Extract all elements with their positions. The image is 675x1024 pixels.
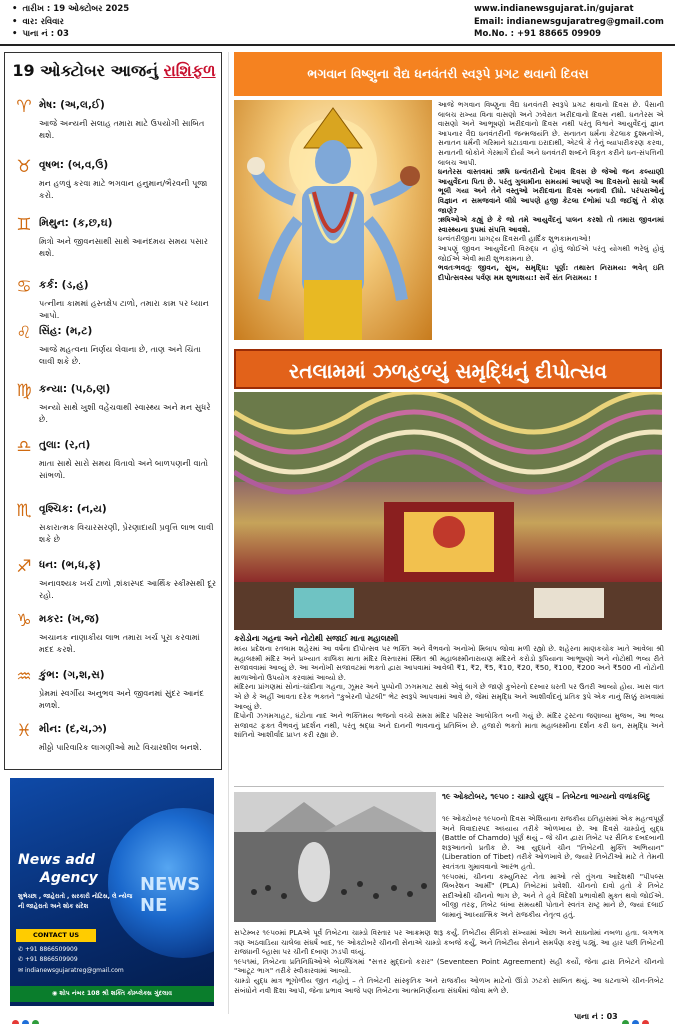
article3-headline: ૧૯ ઓક્ટોબર, ૧૯૫૦ : ચામ્ડો યુદ્ધ – તિબેટના ભાગ્યનો વળાંકબિંદુ [442, 792, 651, 801]
header-mobile: Mo.No. : +91 88665 09909 [474, 29, 602, 39]
ad-title-line2: Agency [40, 870, 98, 886]
aries-icon: ♈ [16, 97, 32, 117]
rashi-desc: આજે અન્યની સલાહ તમારા માટે ઉપયોગી સાબિત થશે. [39, 118, 205, 140]
rashi-name: ધન: (ભ,ધ,ફ) [39, 559, 101, 571]
ad-phone-1 [18, 946, 78, 953]
contact-us-button[interactable]: CONTACT US [16, 929, 96, 942]
rashi-name: મેષ: (અ,લ,ઈ) [39, 99, 105, 111]
rashi-name: કન્યા: (પ,ઠ,ણ) [39, 383, 111, 395]
dhanvantari-illustration [234, 100, 432, 340]
ad-phone-1-text: +91 8866509909 [24, 946, 78, 953]
rashi-desc: પ્રેમમાં સ્વર્ગીય અનુભવ અને જીવનમાં સુંદર આનંદ મળશે. [39, 688, 205, 710]
article3-paragraph-2: ૧૯૫૦માં, ચીનના કમ્યુનિસ્ટ નેતા માઓ ત્સે તુંગના આદેશથી "પીપલ્સ લિબરેશન આર્મી" (PLA) તિબેટમાં પ્રવેશી. ચીનનો દાવો હતો કે તિબેટ સદીઓથી ચીનનો ભાગ છે, અને તે હવે વિદેશી પ્રભાવોથી મુક્ત થવો જોઈએ. બીજી તરફ, તિબેટ લાંબા સમયથી પોતાને સ્વતંત્ર રાષ્ટ્ર માને છે, જ્યાં દલાઈ લામાનું આધ્યાત્મિક અને રાજકીય નેતૃત્વ હતું. [442, 871, 664, 919]
ad-phone-2 [18, 956, 78, 963]
capricorn-icon: ♑ [16, 611, 32, 631]
taurus-icon: ♉ [16, 157, 32, 177]
phone-icon: ✆ [18, 956, 25, 963]
article1-body [438, 100, 664, 282]
temple-decoration-illustration [234, 392, 662, 630]
ad-body: શુભેચ્છા , જાહેરાતો , સરકારી નોટિસ, લે ન્યેજ ની જાહેરાતો અને શોક સંદેશ [18, 893, 133, 910]
rashi-desc: મન હળવું કરવા માટે ભગવાન હનુમાન/ભૈરવની પૂજા કરો. [39, 178, 208, 200]
rashi-name: વૃશ્ચિક: (ન,ય) [39, 503, 107, 515]
rashi-name: મીન: (દ,ચ,ઝ) [39, 723, 107, 735]
article2-headline: રતલામમાં ઝળહળ્યું સમૃદ્ધિનું દીપોત્સવ [234, 349, 662, 389]
right-footer-dots [622, 1012, 652, 1024]
rashi-desc: આજે મહત્વના નિર્ણય લેવાના છે, તાણ અને ચિંતા લાવી શકે છે. [39, 344, 201, 366]
mail-icon: ✉ [18, 967, 25, 974]
rashi-name: મકર: (ખ,જ) [39, 613, 100, 625]
article3-body-bottom [234, 928, 664, 995]
ad-email-text: indianewsgujaratreg@gmail.com [24, 967, 124, 974]
header-pages: • પાના નં : 03 [12, 28, 129, 41]
ad-address [10, 986, 214, 1002]
gemini-icon: ♊ [16, 215, 32, 235]
article1-paragraph-5: આપણું જીવન આયુર્વેદની વિરુદ્ધ ન હોવું જોઈએ પરંતુ યોગથી ભરેલું હોવું જોઈએ એવી મારી શુભકામના છે. [438, 243, 664, 263]
ad-phone-2-text: +91 8866509909 [24, 956, 78, 963]
rashi-desc: મિત્રો અને જીવનસાથી સાથે આનંદમય સમય પસાર થશે. [39, 236, 209, 258]
left-column [4, 52, 222, 1014]
ratlam-temple-image [234, 392, 662, 630]
red-dot-icon [12, 1020, 19, 1024]
article3-paragraph-3: સપ્ટેમ્બર ૧૯૫૦માં PLAએ પૂર્વ તિબેટના ચામ્ડો વિસ્તાર પર આક્રમણ શરૂ કર્યું. તિબેટીય સૈનિકો સંખ્યામાં ઓછા અને સાધનોમાં નબળા હતા. લગભગ ત્રણ અઠવાડિયા ચાલેલા સંઘર્ષ બાદ, ૧૯ ઓક્ટોબરે ચીનની સેનાએ ચામ્ડો કબજે કર્યું, અને તિબેટીય સેનાને સમર્પણ કરવું પડ્યું. આ હાર પછી તિબેટની રાજધાની લ્હાસા પર ચીની દબાણ ઝડપી વધ્યું. [234, 928, 664, 957]
article1-paragraph-6: ભવતઃભવતુઃ જીવન, સુખ, સમૃદ્ધિ: પૂર્ણ: તથાસ્ત નિરામય: ભવેત્ ઇતિ દીપોત્સવસ્ય પર્વણ મમ શુભાશય:! સર્વે સંત નિરામય: ! [438, 263, 664, 282]
article3-paragraph-4: ૧૯૫૧માં, તિબેટના પ્રતિનિધિઓએ બેઇજિંગમાં "સત્તર મુદ્દાનો કરાર" (Seventeen Point Agreement) સહી કર્યો, જેના દ્વારા તિબેટને ચીનનો "આટૂટ ભાગ" તરીકે સ્વીકારવામાં આવ્યો. [234, 956, 664, 976]
green-dot-icon [32, 1020, 39, 1024]
blue-dot-icon [22, 1020, 29, 1024]
red-dot-icon [642, 1020, 649, 1024]
header-date: • તારીખ : 19 ઓક્ટોબર 2025 [12, 3, 129, 16]
tibet-crowd-illustration [234, 792, 436, 922]
rashi-desc: પત્નીના કામમાં હસ્તક્ષેપ ટાળો, તમારા કામ પર ધ્યાન આપો. [39, 298, 209, 320]
virgo-icon: ♍ [16, 381, 32, 401]
news-agency-ad[interactable] [10, 778, 214, 1006]
page-number: પાના નં : 03 [574, 1012, 618, 1021]
rashi-name: કર્ક: (ડ,હ) [39, 279, 89, 291]
rashi-name: સિંહ: (મ,ટ) [39, 325, 93, 337]
libra-icon: ♎ [16, 437, 32, 457]
sagittarius-icon: ♐ [16, 557, 32, 577]
pisces-icon: ♓ [16, 721, 32, 741]
blue-dot-icon [632, 1020, 639, 1024]
column-divider [228, 52, 229, 1014]
header-email[interactable]: Email: indianewsgujaratreg@gmail.com [474, 16, 664, 27]
rashifal-box [4, 52, 222, 770]
article1-paragraph-4: ધન્વંતરીજીના પ્રાગટ્ય દિવસની હાર્દિક શુભકામનાઓ! [438, 234, 591, 244]
rashi-name: તુલા: (ર,ત) [39, 439, 91, 451]
article2-paragraph-3: દિપોની ઝગમગાહટ, ઘંટોના નાદ અને ભક્તિમય ભજનો વચ્ચે સમગ્ર મંદિર પરિસર આલોકિત બની ગયું છે. મંદિર ટ્રસ્ટના જણાવ્યા મુજબ, આ ભવ્ય સજાવટ ફક્ત વૈભવનું પ્રદર્શન નથી, પરંતુ શ્રદ્ધા અને દાનની ભાવનાનું પ્રતિબિંબ છે. હજારો ભક્તો માતા મહાલક્ષ્મીના દર્શન કરી ધન, સમૃદ્ધિ અને શાંતિનો આશીર્વાદ પ્રાપ્ત કરી રહ્યા છે. [234, 711, 664, 740]
green-dot-icon [622, 1020, 629, 1024]
rashi-name: મિથુન: (ક,છ,ઘ) [39, 217, 113, 229]
article3-paragraph-5: ચામ્ડો યુદ્ધ માત્ર ભૂગોળીય જીત નહોતું – તે તિબેટની સાંસ્કૃતિક અને રાજકીય ઓળખ માટેનો ઊંડો ઝટકો સાબિત થયું. આ ઘટનાએ ચીન-તિબેટ સંબંધોને નવી દિશા આપી, જેના પ્રભાવ આજે પણ તિબેટના આત્મનિર્ણયના સંઘર્ષમાં જોવા મળે છે. [234, 975, 664, 995]
rashi-desc: માતા સાથે સારો સમય વિતાવો અને બાળપણની વાતો સાંભળો. [39, 458, 209, 480]
phone-icon: ✆ [18, 946, 25, 953]
article1-paragraph-2: ધનતેરસ વાસ્તવમાં ઋષિ ધન્વંતરીનો દેખાવ દિવસ છે જેઓ જન કલ્યાણી આયુર્વેદના પિતા છે. પરંતુ ગુલામીના સમયમાં આપણે આ દિવસનો સાચો અર્થ ભૂલી ગયા અને તેને વસ્તુઓ ખરીદવાના દિવસ બનાવી દીધો. પરંપરાઓનું વિજ્ઞાન ન સમજવાને લીધે આપણે હજી કેટલા દંભોમાં પડી જઈશું તે કોણ જાણે? [438, 167, 664, 215]
tibet-historical-photo [234, 792, 436, 922]
rashi-desc: સકારાત્મક વિચારસરણી, પ્રેરણાદાયી પ્રવૃત્તિ લાભ લાવી શકે છે [39, 522, 214, 544]
location-pin-icon: ◉ [51, 990, 60, 997]
page-header [0, 0, 675, 44]
ad-email[interactable] [18, 967, 124, 974]
article-separator [234, 786, 664, 787]
cancer-icon: ♋ [16, 277, 32, 297]
ad-globe-text: NEWS NE [140, 874, 201, 916]
header-divider [0, 44, 675, 46]
rashi-desc: અનાવશ્યક ખર્ચ ટાળો ,શંકાસ્પદ આર્થિક સ્કીમ્સથી દૂર રહો. [39, 578, 217, 600]
article3-paragraph-1: ૧૯ ઓક્ટોબર ૧૯૫૦નો દિવસ એશિયાના રાજકીય ઇતિહાસમાં એક મહત્વપૂર્ણ અને વિવાદાસ્પદ અધ્યાય તરીકે ઓળખાય છે. આ દિવસે ચામ્ડોનું યુદ્ધ (Battle of Chamdo) પૂર્ણ થયું – જે ચીન દ્વારા તિબેટ પર સૈનિક દબદબાની શરૂઆતનો પ્રતીક છે. આ યુદ્ધને ચીન "તિબેટની મુક્તિ અભિયાન" (Liberation of Tibet) તરીકે ઓળખાવે છે, જ્યારે તિબેટીઓ માટે તે તેમની સ્વતંત્રતા ગુમાવવાનો આરંભ હતો. [442, 814, 664, 871]
ad-title-line1: News add [18, 852, 95, 868]
article2-paragraph-1: મધ્ય પ્રદેશના રતલામ શહેરમાં આ વર્ષના દીપોત્સવ પર ભક્તિ અને વૈભવનો અનોખો મિલાપ જોવા મળી રહ્યો છે. શહેરના માણકચોક ખાતે આવેલા શ્રી મહાલક્ષ્મી મંદિર અને પ્રખ્યાત કાલિકા માતા મંદિર વિસ્તારમાં સ્થિત શ્રી મહાલક્ષ્મીનારાયણ મંદિરને કરોડો રૂપિયાના આભૂષણો અને નોટોથી ભવ્ય રીતે સજાવવામાં આવ્યું છે. આ અનોખી સજાવટમાં ભક્તો દ્વારા આપવામાં આવેલી ₹1, ₹2, ₹5, ₹10, ₹20, ₹50, ₹100, ₹200 અને ₹500 ની નોટોની માળાઓનો ઉપયોગ કરવામાં આવ્યો છે. [234, 644, 664, 682]
article2-body [234, 644, 664, 740]
aquarius-icon: ♒ [16, 667, 32, 687]
rashifal-title-highlight: રાશિફળ [163, 61, 216, 80]
header-website[interactable]: www.indianewsgujarat.in/gujarat [474, 4, 634, 14]
article1-paragraph-1: આજે ભગવાન વિષ્ણુના વૈદ્ય ધનવંતરી સ્વરૂપે પ્રગટ થવાનો દિવસ છે. પૈસાની લાલચ રાખ્યા વિના વાસણો અને ઝવેરાત ખરીદવાનો દિવસ નથી. ધનતેરસ એ વાસણો અને આભૂષણો ખરીદવાનો દિવસ નથી પરંતુ વિશ્વને આયુર્વેદનું જ્ઞાન આપનાર વૈદ્ય ધનવંતરીની જન્મજયંતિ છે. સનાતન ધર્મના કેટલાક દુશ્મનોએ, સનાતન ધર્મની ગરિમાને ઘટાડવાના ઇરાદાથી, એટલે કે તેનું વ્યાપારીકરણ કરવા, સનાતની લોકોને ગેરમાર્ગે દોર્યા અને ધનવંતરી શબ્દને વિકૃત કરીને ધન-સંપત્તિની લાલચ આપી. [438, 100, 664, 167]
header-day: • વાર: રવિવાર [12, 16, 129, 29]
header-meta [12, 3, 129, 41]
rashifal-title [5, 61, 223, 81]
rashi-name: કુંભ: (ગ,શ,સ) [39, 669, 105, 681]
rashifal-title-prefix: 19 ઓક્ટોબર આજનું [12, 61, 164, 80]
left-footer-dots [12, 1012, 42, 1024]
article1-paragraph-3: ઋષિઓએ કહ્યું છે કે જો તમે આયુર્વેદનું પાલન કરશો તો તમારા જીવનમાં સ્વાસ્થ્યના રૂપમાં સંપત્તિ આવશે. [438, 215, 664, 234]
article1-headline: ભગવાન વિષ્ણુના વૈદ્ય ધનવંતરી સ્વરૂપે પ્રગટ થવાનો દિવસ [234, 52, 662, 96]
article2-paragraph-2: મંદિરના પ્રાંગણમાં સોનાં-ચાંદીના ગહના, ઝૂમર અને પુષ્પોની ઝગમગાટ સાથે એવું લાગે છે જાણે કુબેરનો દરબાર ધરતી પર ઉતરી આવ્યો હોય. ખાસ વાત એ છે કે અહીં આવતા દરેક ભક્તને "કુબેરની પોટલી" ભેટ સ્વરૂપે આપવામાં આવે છે, જેમાં સમૃદ્ધિ અને આશીર્વાદનું પ્રતિક રૂપે એક નાનું સિક્કું રાખવામાં આવ્યું છે. [234, 682, 664, 711]
rashi-desc: મીઠ્ઠો પારિવારિક લાગણીઓ માટે વિચારશીલ બનશે. [39, 742, 202, 752]
rashi-name: વૃષભ: (બ,વ,ઉ) [39, 159, 109, 171]
rashi-desc: અન્યો સાથે ખુશી વહેંચવાથી સ્વાસ્થ્ય અને મન સુધરે છે. [39, 402, 211, 424]
leo-icon: ♌ [16, 323, 32, 343]
rashi-desc: અચાનક નાણાકીય લાભ તમારા ખર્ચ પૂરા કરવામાં મદદ કરશે. [39, 632, 200, 654]
article2-caption: કરોડોના ગહના અને નોટોથી સજાઈ માતા મહાલક્ષ્મી [234, 634, 399, 643]
scorpio-icon: ♏ [16, 501, 32, 521]
header-contact [474, 3, 664, 41]
article3-body-right [442, 814, 664, 920]
vishnu-dhanvantari-image [234, 100, 432, 340]
ad-address-text: શોપ નંબર 108 શ્રી શક્તિ કોમ્પ્લેક્સ ગુંદલાવ [59, 990, 173, 997]
